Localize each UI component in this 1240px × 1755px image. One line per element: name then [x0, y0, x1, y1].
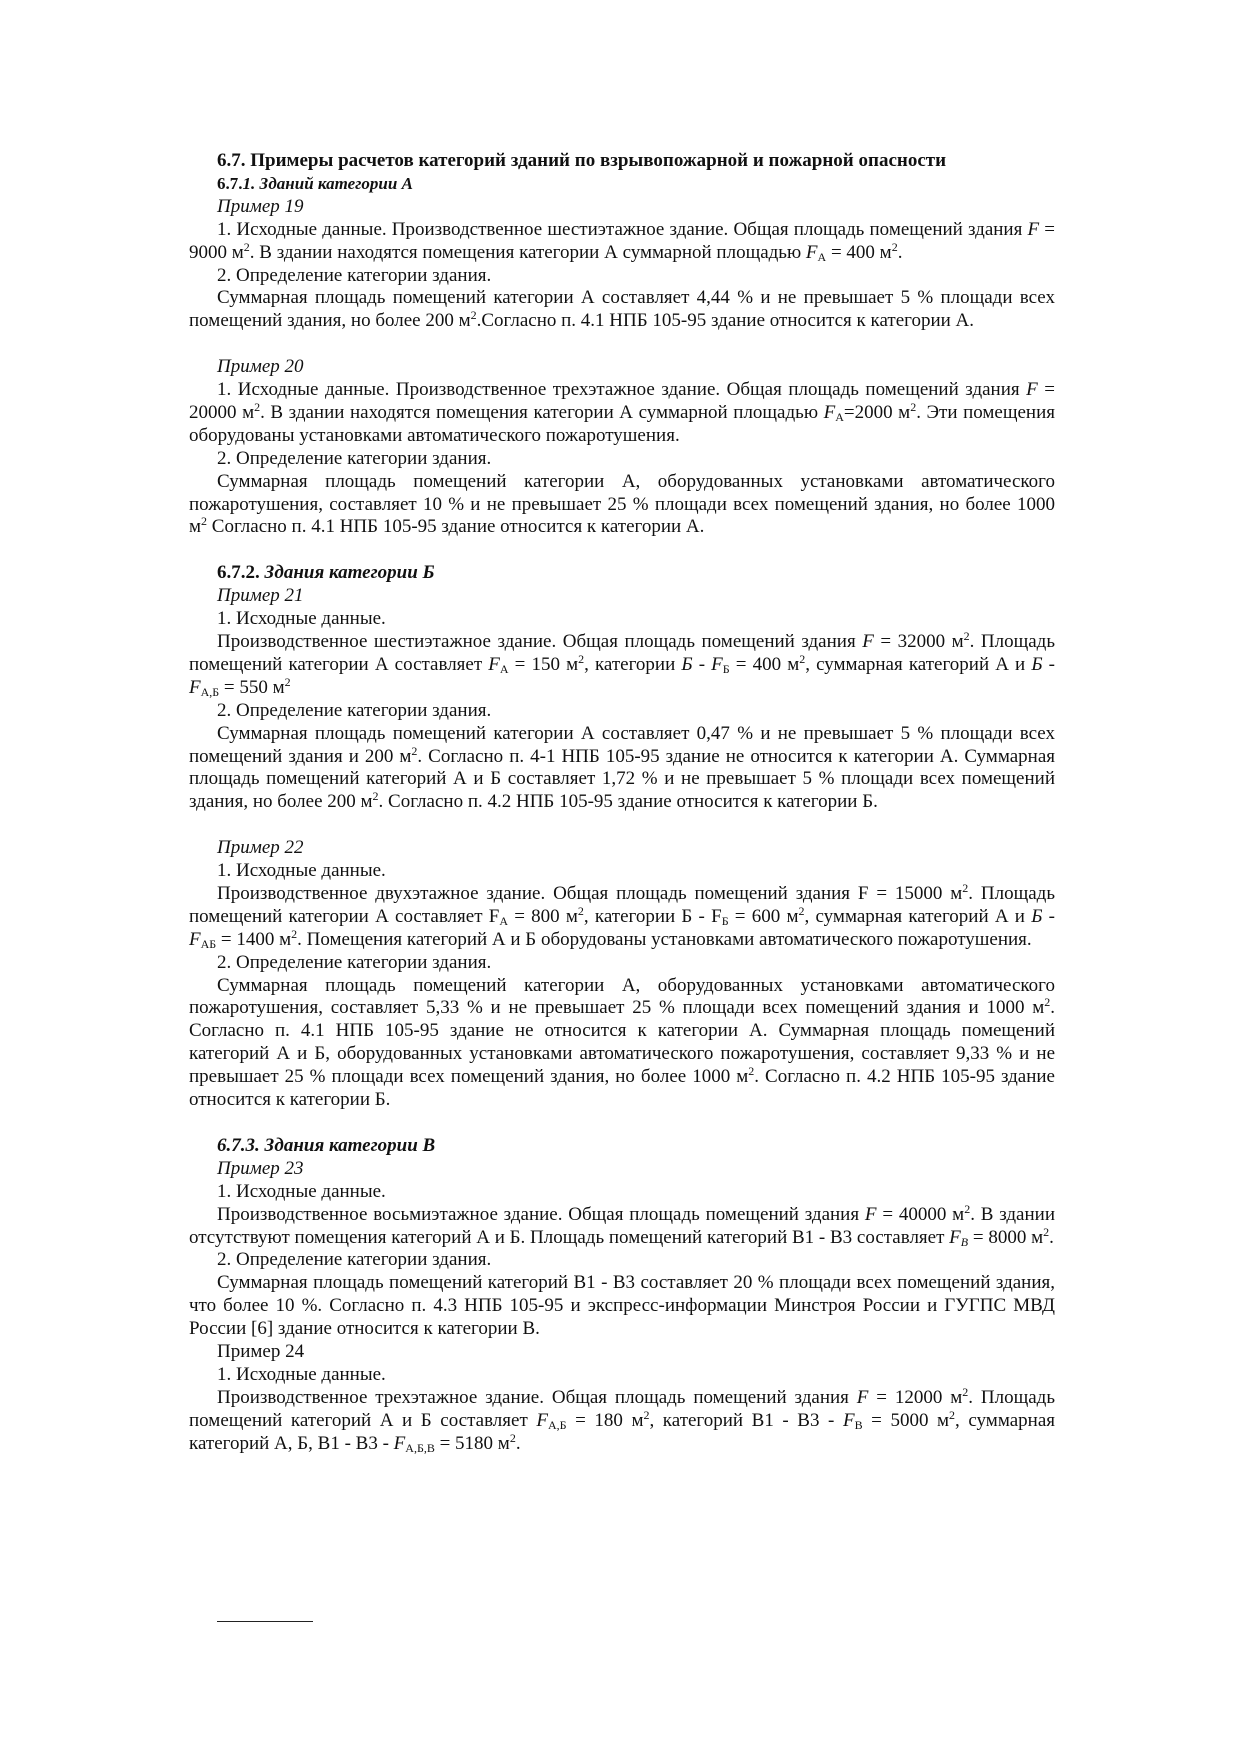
paragraph: 2. Определение категории здания.	[217, 699, 492, 721]
section-heading: 6.7. Примеры расчетов категорий зданий по взрывопожарной и пожарной опасности	[217, 150, 947, 171]
example-label: Пример 22	[217, 837, 304, 859]
paragraph: 2. Определение категории здания.	[217, 951, 492, 973]
paragraph: Суммарная площадь помещений категории А, оборудованных установками автоматического пожаротушения, составляет 10 % и не превышает 25 % площади всех помещений здания, но более 1000 $м^2$ Согласно п. 4.1 НПБ 105-95 здание относится к категории А.	[189, 470, 1055, 538]
paragraph: Суммарная площадь помещений категорий В1 - В3 составляет 20 % площади всех помещений здания, что более 10 %. Согласно п. 4.3 НПБ 105-95 и экспресс-информации Минстроя России и ГУГПС МВД России [6] здание относится к категории В.	[189, 1272, 1055, 1340]
paragraph: Суммарная площадь помещений категории А составляет 0,47 % и не превышает 5 % площади всех помещений здания и 200 $м^2$. Согласно п. 4-1 НПБ 105-95 здание не относится к категории А. Суммарная площадь помещений категорий А и Б составляет 1,72 % и не превышает 5 % площади всех помещений здания, но более 200 $м^2$. Согласно п. 4.2 НПБ 105-95 здание относится к категории Б.	[189, 722, 1055, 813]
example-label: Пример 20	[217, 356, 304, 378]
paragraph: 1. Исходные данные.	[217, 1363, 386, 1385]
footnote-separator	[217, 1621, 313, 1622]
paragraph: 1. Исходные данные.	[217, 860, 386, 882]
paragraph: Производственное восьмиэтажное здание. Общая площадь помещений здания F = 40000 $м^2$. В здании отсутствуют помещения категорий А и Б. Площадь помещений категорий В1 - В3 составляет $F_В = 8000$ $м^2$.	[189, 1201, 1055, 1249]
subsection-heading-c: 6.7.3. Здания категории В	[217, 1134, 436, 1156]
example-label: Пример 24	[217, 1341, 305, 1363]
example-label: Пример 21	[217, 585, 304, 607]
paragraph: 2. Определение категории здания.	[217, 264, 492, 286]
subsection-heading-b: 6.7.2. Здания категории Б	[217, 562, 435, 584]
paragraph: 2. Определение категории здания.	[217, 447, 492, 469]
paragraph: Производственное трехэтажное здание. Общая площадь помещений здания F = 12000 $м^2$. Площадь помещений категорий А и Б составляет $F_{А,Б} = 180$ $м^2$, категорий $В1 - В3 - F_В = 5000$ $м^2$, суммарная категорий А, Б, $В1 - В3 - F_{А,Б,В} = 5180$ $м^2$.	[189, 1384, 1055, 1455]
example-label: Пример 23	[217, 1157, 304, 1179]
paragraph: 1. Исходные данные.	[217, 608, 386, 630]
paragraph: Суммарная площадь помещений категории А составляет 4,44 % и не превышает 5 % площади всех помещений здания, но более 200 $м^2.Согласно$ п. 4.1 НПБ 105-95 здание относится к категории А.	[189, 287, 1055, 332]
paragraph: Суммарная площадь помещений категории А, оборудованных установками автоматического пожаротушения, составляет 5,33 % и не превышает 25 % площади всех помещений здания и 1000 $м^2$. Согласно п. 4.1 НПБ 105-95 здание не относится к категории А. Суммарная площадь помещений категорий А и Б, оборудованных установками автоматического пожаротушения, составляет 9,33 % и не превышает 25 % площади всех помещений здания, но более 1000 $м^2$. Согласно п. 4.2 НПБ 105-95 здание относится к категории Б.	[189, 974, 1055, 1111]
paragraph: 1. Исходные данные. Производственное трехэтажное здание. Общая площадь помещений здания F = 20000 $м^2$. В здании находятся помещения категории А суммарной площадью $F_А=2000$ $м^2$. Эти помещения оборудованы установками автоматического пожаротушения.	[189, 379, 1055, 446]
paragraph: 1. Исходные данные.	[217, 1180, 386, 1202]
subsection-heading-a: 6.7.1. Зданий категории А	[217, 173, 413, 193]
paragraph: 2. Определение категории здания.	[217, 1249, 492, 1271]
paragraph: Производственное шестиэтажное здание. Общая площадь помещений здания F = 32000 $м^2$. Площадь помещений категории А составляет $F_А = 150$ $м^2$, категории $Б - F_Б = 400$ $м^2$, суммарная категорий А и $Б - F_{А,Б} = 550$ $м^2$	[189, 629, 1055, 699]
example-label: Пример 19	[217, 195, 304, 217]
document-body	[189, 150, 1055, 1456]
paragraph: Производственное двухэтажное здание. Общая площадь помещений здания F = 15000 $м^2$. Площадь помещений категории А составляет $F_А = 800$ $м^2$, категории $Б - F_Б = 600$ $м^2$, суммарная категорий А и $Б - F_{АБ} = 1400$ $м^2$. Помещения категорий А и Б оборудованы установками автоматического пожаротушения.	[189, 880, 1055, 951]
paragraph: 1. Исходные данные. Производственное шестиэтажное здание. Общая площадь помещений здания F = 9000 $м^2$. В здании находятся помещения категории А суммарной площадью $F_А = 400$ $м^2$.	[189, 218, 1056, 264]
